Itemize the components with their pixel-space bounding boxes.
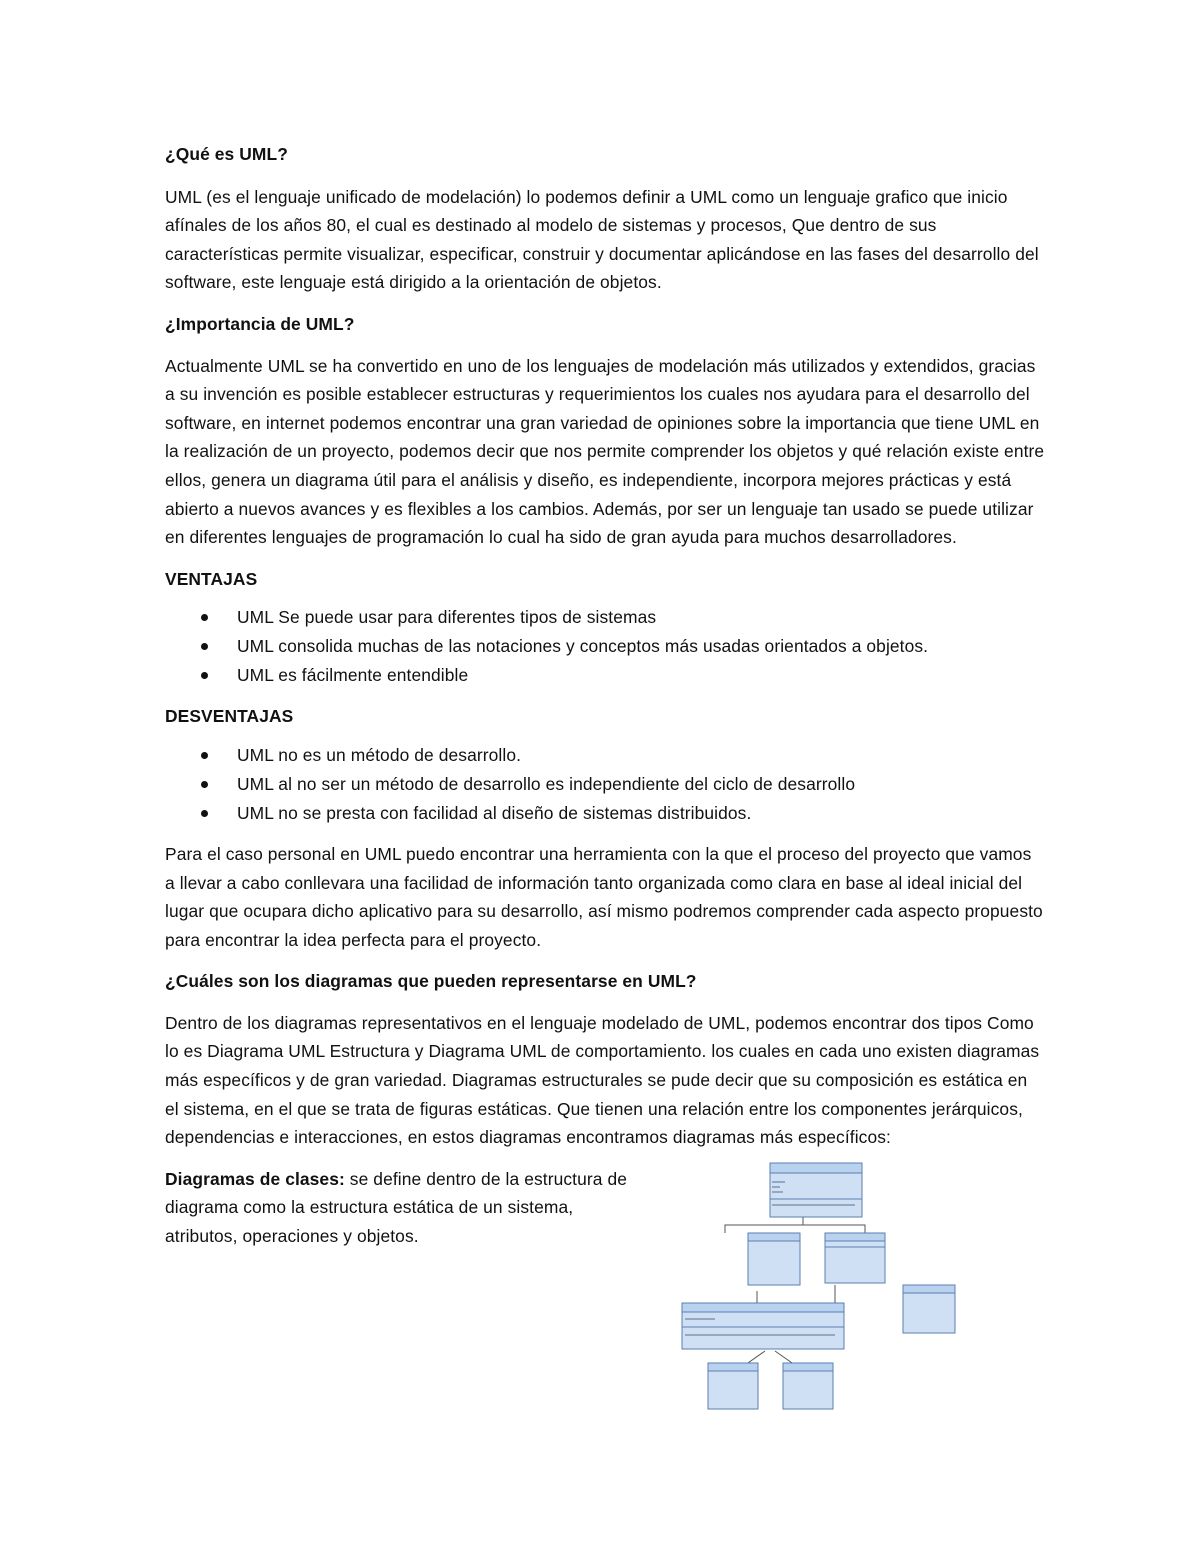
bullet-icon xyxy=(201,614,208,621)
list-item xyxy=(165,661,1045,690)
list-item-text: UML no es un método de desarrollo. xyxy=(237,744,522,765)
term-diagramas-de-clases: Diagramas de clases: xyxy=(165,1168,345,1189)
paragraph-caso-personal: Para el caso personal en UML puedo encontrar una herramienta con la que el proceso del proyecto que vamos a llevar a cabo conllevara una facilidad de información tanto organizada como clara en base al ideal inicial del lugar que ocupara dicho aplicativo para su desarrollo, así mismo podremos comprender cada aspecto propuesto para encontrar la idea perfecta para el proyecto. xyxy=(165,843,1043,950)
list-item xyxy=(165,603,1045,632)
list-item-text: UML al no ser un método de desarrollo es independiente del ciclo de desarrollo xyxy=(237,773,856,794)
heading-que-es-uml: ¿Qué es UML? xyxy=(165,144,288,164)
list-ventajas xyxy=(165,603,1045,690)
class-box-center xyxy=(682,1303,844,1349)
heading-ventajas: VENTAJAS xyxy=(165,568,258,589)
list-item-text: UML Se puede usar para diferentes tipos de sistemas xyxy=(237,607,657,628)
list-desventajas xyxy=(165,741,1045,828)
document-body xyxy=(165,140,1045,1435)
heading-diagramas: ¿Cuáles son los diagramas que pueden representarse en UML? xyxy=(165,971,697,992)
bullet-icon xyxy=(201,643,208,650)
list-item-text: UML no se presta con facilidad al diseño de sistemas distribuidos. xyxy=(237,802,752,823)
paragraph-importancia: Actualmente UML se ha convertido en uno de los lenguajes de modelación más utilizados y extendidos, gracias a su invención es posible establecer estructuras y requerimientos los cuales nos ayudara para el desarrollo del software, en internet podemos encontrar una gran variedad de opiniones sobre la importancia que tiene UML en la realización de un proyecto, podemos decir que nos permite comprender los objetos y qué relación existe entre ellos, genera un diagrama útil para el análisis y diseño, es independiente, incorpora mejores prácticas y está abierto a nuevos avances y es flexibles a los cambios. Además, por ser un lenguaje tan usado se puede utilizar en diferentes lenguajes de programación lo cual ha sido de gran ayuda para muchos desarrolladores. xyxy=(165,355,1045,548)
section-diagrama-clases xyxy=(165,1165,1045,1435)
paragraph-diagrama-clases xyxy=(165,1165,645,1251)
list-item xyxy=(165,632,1045,661)
heading-desventajas: DESVENTAJAS xyxy=(165,706,294,727)
class-box-top xyxy=(770,1163,862,1217)
paragraph-definicion: UML (es el lenguaje unificado de modelación) lo podemos definir a UML como un lenguaje grafico que inicio afínales de los años 80, el cual es destinado al modelo de sistemas y procesos, Que dentro de sus características permite visualizar, especificar, construir y documentar aplicándose en las fases del desarrollo del software, este lenguaje está dirigido a la orientación de objetos. xyxy=(165,186,1039,293)
class-box-bottom-left xyxy=(708,1363,758,1409)
bullet-icon xyxy=(201,672,208,679)
list-item-text: UML es fácilmente entendible xyxy=(237,665,469,686)
class-diagram-image xyxy=(675,1155,965,1415)
class-box-bottom-right xyxy=(783,1363,833,1409)
list-item-text: UML consolida muchas de las notaciones y conceptos más usadas orientados a objetos. xyxy=(237,636,929,657)
list-item xyxy=(165,770,1045,799)
bullet-icon xyxy=(201,810,208,817)
class-box-far-right xyxy=(903,1285,955,1333)
bullet-icon xyxy=(201,752,208,759)
list-item xyxy=(165,741,1045,770)
class-box-middle-right xyxy=(825,1233,885,1283)
definition-diagramas-de-clases: se define dentro de la estructura de diagrama como la estructura estática de un sistema, atributos, operaciones y objetos. xyxy=(165,1168,628,1247)
heading-importancia: ¿Importancia de UML? xyxy=(165,313,355,334)
list-item xyxy=(165,799,1045,828)
paragraph-diagramas: Dentro de los diagramas representativos en el lenguaje modelado de UML, podemos encontrar dos tipos Como lo es Diagrama UML Estructura y Diagrama UML de comportamiento. los cuales en cada uno existen diagramas más específicos y de gran variedad. Diagramas estructurales se pude decir que su composición es estática en el sistema, en el que se trata de figuras estáticas. Que tienen una relación entre los componentes jerárquicos, dependencias e interacciones, en estos diagramas encontramos diagramas más específicos: xyxy=(165,1012,1040,1148)
bullet-icon xyxy=(201,781,208,788)
class-box-middle-left xyxy=(748,1233,800,1285)
